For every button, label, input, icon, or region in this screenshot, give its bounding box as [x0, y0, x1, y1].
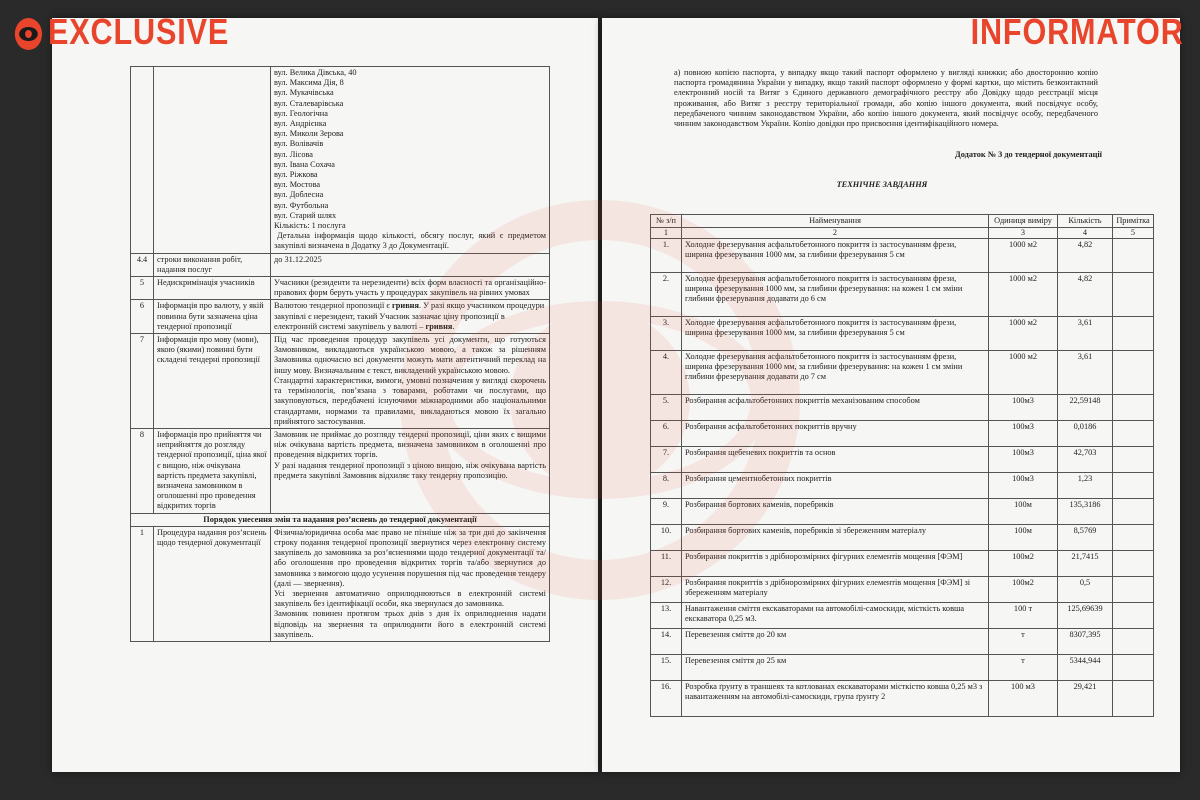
spec-row: [651, 655, 1154, 681]
spec-note: [1113, 681, 1154, 717]
spec-note: [1113, 395, 1154, 421]
spec-number: 15.: [651, 655, 682, 681]
spec-row: [651, 239, 1154, 273]
table-row: 7 Інформація про мову (мови), якою (якими) повинні бути складені тендерні пропозиції Під час проведення процедур закупівель усі документи, що готуються Замовником, викладаються українською мовою, а також за рішенням Замовника одночасно всі документи можуть мати автентичний переклад на іншу мову. Визначальним є текст, викладений українською мовою. Стандартні характеристики, вимоги, умовні позначення у вигляді скорочень та термінологія, пов’язана з товарами, роботами чи послугами, що закуповуються, передбачені існуючими міжнародними або національними стандартами, нормами та правилами, викладаються мовою їх загально прийнятого застосування.: [131, 334, 550, 429]
spec-name: Розбирання асфальтобетонних покриттів механізованим способом: [682, 395, 989, 421]
street-item: вул. Велика Дівська, 40: [274, 68, 357, 77]
spec-unit: 1000 м2: [989, 317, 1058, 351]
spec-row: [651, 577, 1154, 603]
table-row: 5 Недискримінація учасників Учасники (резиденти та нерезиденти) всіх форм власності та організаційно-правових форм беруть участь у процедурах закупівель на рівних умовах: [131, 277, 550, 300]
spec-name: Розбирання покриттів з дрібнорозмірних фігурних елементів мощення [ФЭМ]: [682, 551, 989, 577]
spec-row: [651, 603, 1154, 629]
spec-number: 4.: [651, 351, 682, 395]
spec-note: [1113, 273, 1154, 317]
table-row: 8 Інформація про прийняття чи неприйняття до розгляду тендерної пропозиції, ціна якої є вищою, ніж очікувана вартість предмета закупівлі, визначена замовником в оголошенні про проведення відкритих торгів Замовник не приймає до розгляду тендерні пропозиції, ціни яких є вищими ніж очікувана вартість предмета, визначена замовником в оголошенні про проведення відкритих торгів. У разі надання тендерної пропозиції з ціною вищою, ніж очікувана вартість предмета закупівлі Замовник відхиляє таку тендерну пропозицію.: [131, 428, 550, 513]
spec-row: [651, 351, 1154, 395]
spec-row: [651, 395, 1154, 421]
spec-quantity: 1,23: [1058, 473, 1113, 499]
spec-number: 5.: [651, 395, 682, 421]
table-row: 6 Інформація про валюту, у якій повинна бути зазначена ціна тендерної пропозиції Валютою тендерної пропозиції є гривня. У разі якщо учасником процедури закупівлі є нерезидент, такий Учасник зазначає ціну пропозиції в електронній системі закупівель у валюті – гривня.: [131, 300, 550, 334]
spec-quantity: 135,3186: [1058, 499, 1113, 525]
street-item: вул. Старий шлях: [274, 210, 337, 220]
spec-quantity: 3,61: [1058, 317, 1113, 351]
spec-name: Розбирання асфальтобетонних покриттів вручну: [682, 421, 989, 447]
spec-note: [1113, 551, 1154, 577]
spec-note: [1113, 603, 1154, 629]
spec-row: [651, 525, 1154, 551]
brand-exclusive: [14, 10, 229, 54]
brand-informator: INFORMATOR: [970, 11, 1184, 52]
document-page-right: [602, 18, 1180, 772]
spec-quantity: 29,421: [1058, 681, 1113, 717]
col-header-name: Найменування: [682, 215, 989, 228]
header-row: [651, 215, 1154, 228]
spec-unit: 100м3: [989, 395, 1058, 421]
spec-name: Холодне фрезерування асфальтобетонного покриття із застосуванням фрези, ширина фрезерування 1000 мм, за глибини фрезерування: на кожен 1 см зміни глибини фрезерування додавати до 6 см: [682, 273, 989, 317]
spec-name: Розбирання покриттів з дрібнорозмірних фігурних елементів мощення [ФЭМ] зі збереженням матеріалу: [682, 577, 989, 603]
spec-number: 13.: [651, 603, 682, 629]
spec-unit: 100м3: [989, 421, 1058, 447]
spec-quantity: 4,82: [1058, 239, 1113, 273]
spec-number: 9.: [651, 499, 682, 525]
spec-quantity: 3,61: [1058, 351, 1113, 395]
spec-quantity: 0,0186: [1058, 421, 1113, 447]
streets-cell: [271, 67, 550, 254]
appendix-title: Додаток № 3 до тендерної документації: [955, 150, 1102, 159]
table-row: 1 Процедура надання роз’яснень щодо тендерної документації Фізична/юридична особа має право не пізніше ніж за три дні до закінчення строку подання тендерної пропозиції звернутися через електронну систему закупівель до замовника за роз’ясненнями щодо тендерної документації та/або оголошення про проведення відкритих торгів та/або звернутися до замовника з вимогою щодо усунення порушення під час проведення тендеру (далі — звернення). Усі звернення автоматично оприлюднюються в електронній системі закупівель без ідентифікації особи, яка звернулася до замовника. Замовник повинен протягом трьох днів з дня їх оприлюднення надати відповідь на звернення та оприлюднити його в електронній системі закупівель.: [131, 526, 550, 641]
spec-quantity: 22,59148: [1058, 395, 1113, 421]
street-item: вул. Геологічна: [274, 108, 328, 118]
section-title: Порядок унесення змін та надання роз’яснень до тендерної документації: [131, 513, 550, 526]
col-header-number: № з/п: [651, 215, 682, 228]
spec-name: Навантаження сміття екскаваторами на автомобілі-самоскиди, місткість ковша екскаватора 0,25 м3.: [682, 603, 989, 629]
street-item: вул. Мукачівська: [274, 88, 334, 98]
spec-quantity: 125,69639: [1058, 603, 1113, 629]
spec-row: [651, 473, 1154, 499]
passport-paragraph: а) повною копією паспорта, у випадку якщо такий паспорт оформлено у вигляді книжки; або двосторонню копію паспорта громадянина України у випадку, якщо такий паспорт оформлено у формі картки, що містить безконтактний електронний носій та Витяг з Єдиного державного демографічного реєстру або Довідку щодо реєстрації місця проживання, або Витяг з реєстру територіальної громади, або копію іншого документа, який посвідчує особу, передбаченого чинним законодавством України, або копію іншого документа, який посвідчує особу, передбаченого чинним законодавством України. Копію довідки про присвоєння ідентифікаційного номера.: [674, 68, 1098, 129]
spec-note: [1113, 239, 1154, 273]
spec-note: [1113, 447, 1154, 473]
streets-list: [274, 68, 546, 221]
spec-unit: т: [989, 629, 1058, 655]
street-item: вул. Ріжкова: [274, 170, 318, 180]
spec-row: [651, 273, 1154, 317]
spec-number: 6.: [651, 421, 682, 447]
spec-quantity: 21,7415: [1058, 551, 1113, 577]
table-row: [131, 67, 550, 254]
spec-row: [651, 447, 1154, 473]
table-row: 4.4 строки виконання робіт, надання послуг до 31.12.2025: [131, 253, 550, 276]
street-item: вул. Мостова: [274, 180, 321, 190]
street-item: вул. Андрієнка: [274, 119, 327, 129]
spec-name: Розбирання бортових каменів, поребриків зі збереженням матеріалу: [682, 525, 989, 551]
spec-note: [1113, 317, 1154, 351]
spec-quantity: 8,5769: [1058, 525, 1113, 551]
quantity-text: Кількість: 1 послуга: [274, 221, 346, 231]
spec-name: Холодне фрезерування асфальтобетонного покриття із застосуванням фрези, ширина фрезерування 1000 мм, за глибини фрезерування 5 см: [682, 239, 989, 273]
spec-name: Розробка ґрунту в траншеях та котлованах екскаваторами місткістю ковша 0,25 м3 з навантаженням на автомобілі-самоскиди, група ґрунту 2: [682, 681, 989, 717]
spec-note: [1113, 577, 1154, 603]
spec-name: Розбирання щебеневих покриттів та основ: [682, 447, 989, 473]
street-item: вул. Максима Дія, 8: [274, 78, 344, 88]
spec-name: Розбирання бортових каменів, поребриків: [682, 499, 989, 525]
document-page-left: [52, 18, 598, 772]
street-item: вул. Доблесна: [274, 190, 324, 200]
spec-note: [1113, 499, 1154, 525]
street-item: вул. Івана Сохача: [274, 159, 335, 169]
spec-unit: 100м3: [989, 473, 1058, 499]
spec-note: [1113, 351, 1154, 395]
street-item: вул. Сталеварівська: [274, 98, 344, 108]
spec-number: 10.: [651, 525, 682, 551]
section-row: [131, 513, 550, 526]
spec-note: [1113, 655, 1154, 681]
spec-unit: 100м: [989, 525, 1058, 551]
spec-name: Холодне фрезерування асфальтобетонного покриття із застосуванням фрези, ширина фрезерування 1000 мм, за глибини фрезерування: на кожен 1 см зміни глибини фрезерування додавати до 7 см: [682, 351, 989, 395]
spec-unit: 1000 м2: [989, 351, 1058, 395]
tender-conditions-table: [130, 66, 550, 642]
spec-number: 7.: [651, 447, 682, 473]
spec-note: [1113, 421, 1154, 447]
spec-unit: 100 т: [989, 603, 1058, 629]
spec-note: [1113, 629, 1154, 655]
spec-note: [1113, 473, 1154, 499]
spec-number: 11.: [651, 551, 682, 577]
spec-unit: т: [989, 655, 1058, 681]
spec-name: Перевезення сміття до 25 км: [682, 655, 989, 681]
street-item: вул. Лісова: [274, 149, 313, 159]
spec-name: Холодне фрезерування асфальтобетонного покриття із застосуванням фрези, ширина фрезерування 1000 мм, за глибини фрезерування 5 см: [682, 317, 989, 351]
brand-left-text: EXCLUSIVE: [48, 11, 230, 52]
street-item: вул. Футбольна: [274, 200, 329, 210]
spec-number: 8.: [651, 473, 682, 499]
spec-unit: 100 м3: [989, 681, 1058, 717]
spec-number: 3.: [651, 317, 682, 351]
spec-row: [651, 421, 1154, 447]
spec-row: [651, 551, 1154, 577]
detail-text: Детальна інформація щодо кількості, обсягу послуг, який є предметом закупівлі визначена в Додатку 3 до Документації.: [274, 231, 546, 251]
spec-unit: 100м3: [989, 447, 1058, 473]
spec-row: [651, 629, 1154, 655]
spec-note: [1113, 525, 1154, 551]
col-header-quantity: Кількість: [1058, 215, 1113, 228]
spec-quantity: 0,5: [1058, 577, 1113, 603]
index-row: 1 2 3 4 5: [651, 228, 1154, 239]
spec-quantity: 8307,395: [1058, 629, 1113, 655]
spec-number: 12.: [651, 577, 682, 603]
spec-row: [651, 317, 1154, 351]
spec-unit: 1000 м2: [989, 239, 1058, 273]
col-header-note: Примітка: [1113, 215, 1154, 228]
spec-number: 16.: [651, 681, 682, 717]
street-item: вул. Волівачів: [274, 139, 324, 149]
spec-unit: 100м: [989, 499, 1058, 525]
spec-quantity: 4,82: [1058, 273, 1113, 317]
eye-logo-icon: [14, 17, 43, 51]
spec-number: 2.: [651, 273, 682, 317]
technical-spec-table: [650, 214, 1154, 717]
spec-name: Розбирання цементнобетонних покриттів: [682, 473, 989, 499]
spec-unit: 100м2: [989, 577, 1058, 603]
spec-unit: 100м2: [989, 551, 1058, 577]
spec-number: 1.: [651, 239, 682, 273]
spec-row: [651, 681, 1154, 717]
spec-number: 14.: [651, 629, 682, 655]
spec-quantity: 42,703: [1058, 447, 1113, 473]
spec-unit: 1000 м2: [989, 273, 1058, 317]
spec-title: ТЕХНІЧНЕ ЗАВДАННЯ: [836, 180, 928, 189]
spec-quantity: 5344,944: [1058, 655, 1113, 681]
street-item: вул. Миколи Зерова: [274, 129, 344, 139]
col-header-unit: Одиниця виміру: [989, 215, 1058, 228]
spec-name: Перевезення сміття до 20 км: [682, 629, 989, 655]
spec-row: [651, 499, 1154, 525]
